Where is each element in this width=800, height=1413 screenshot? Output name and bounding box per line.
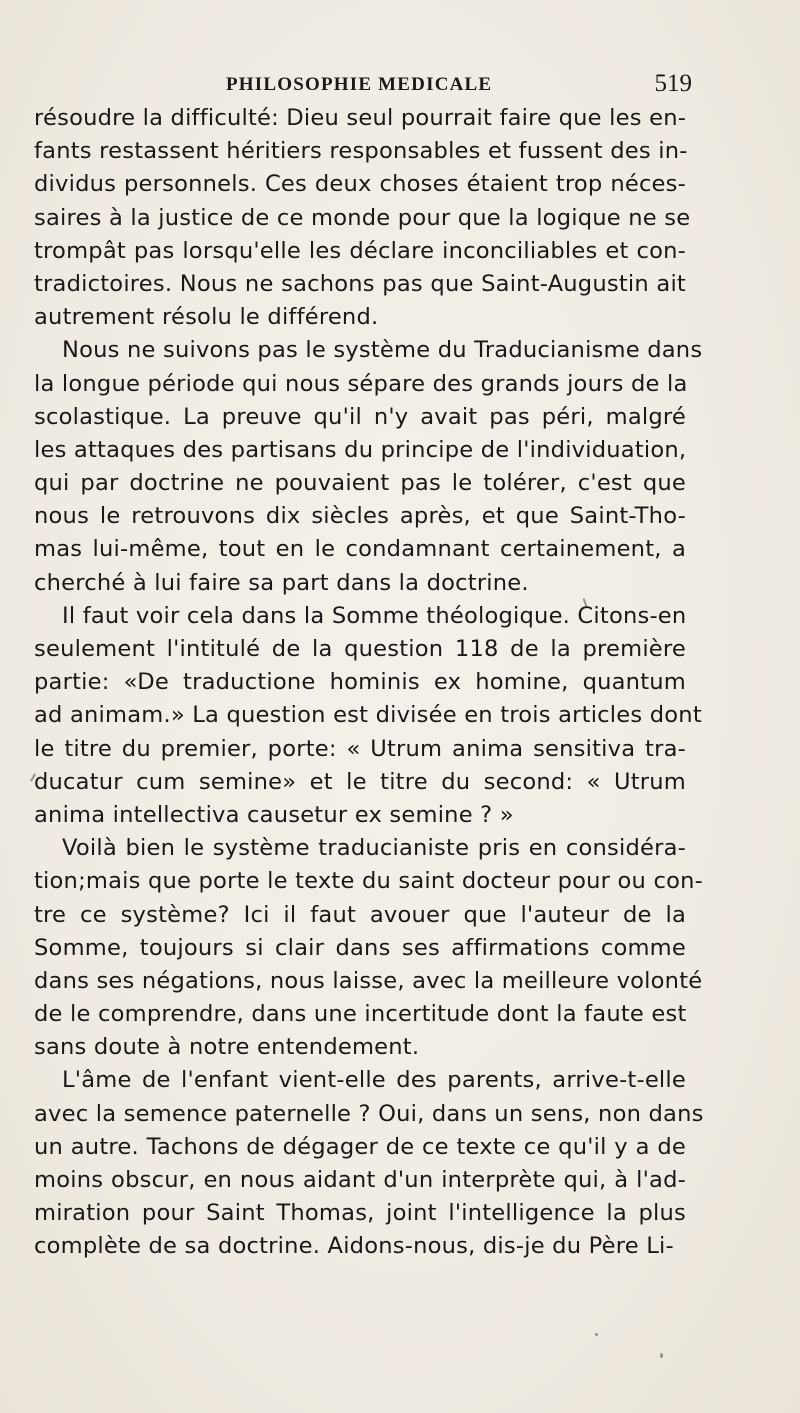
text-line: mas lui-même, tout en le condamnant certainement, a: [34, 536, 686, 563]
text-line: moins obscur, en nous aidant d'un interprète qui, à l'ad-: [34, 1167, 686, 1193]
text-line: seulement l'intitulé de la question 118 de la première: [34, 636, 686, 662]
text-line: qui par doctrine ne pouvaient pas le tolérer, c'est que: [34, 470, 686, 497]
text-line: anima intellectiva causetur ex semine ? »: [34, 801, 514, 828]
text-line: le titre du premier, porte: « Utrum anima sensitiva tra-: [34, 735, 686, 762]
text-line: saires à la justice de ce monde pour que la logique ne se: [34, 204, 691, 231]
text-line: la longue période qui nous sépare des grands jours de la: [34, 370, 688, 397]
text-line: Il faut voir cela dans la Somme théologique. Citons-en: [62, 602, 687, 629]
print-speck: [660, 1353, 663, 1358]
text-line: un autre. Tachons de dégager de ce texte ce qu'il y a de: [34, 1133, 686, 1160]
text-line: dividus personnels. Ces deux choses étaient trop néces-: [34, 171, 686, 198]
print-speck: [595, 1333, 598, 1336]
text-line: partie: «De traductione hominis ex homine, quantum: [34, 669, 686, 696]
text-line: Somme, toujours si clair dans ses affirmations comme: [34, 934, 686, 961]
paragraph: [34, 334, 703, 600]
text-line: autrement résolu le différend.: [34, 304, 379, 331]
text-line: Nous ne suivons pas le système du Traducianisme dans: [62, 337, 703, 364]
text-line: fants restassent héritiers responsables et fussent des in-: [34, 138, 688, 165]
text-line: scolastique. La preuve qu'il n'y avait pas péri, malgré: [34, 403, 686, 430]
text-line: sans doute à notre entendement.: [34, 1034, 420, 1061]
paragraph: [34, 1064, 704, 1263]
text-line: les attaques des partisans du principe de l'individuation,: [34, 436, 687, 463]
text-line: Voilà bien le système traducianiste pris en considéra-: [62, 835, 686, 862]
text-line: miration pour Saint Thomas, joint l'intelligence la plus: [34, 1200, 686, 1227]
paragraph: [34, 102, 691, 334]
text-line: ad animam.» La question est divisée en trois articles dont: [34, 702, 702, 729]
paragraph: [34, 600, 702, 832]
text-line: nous le retrouvons dix siècles après, et que Saint-Tho-: [34, 503, 686, 530]
text-line: de le comprendre, dans une incertitude dont la faute est: [34, 1001, 687, 1028]
text-line: cherché à lui faire sa part dans la doctrine.: [34, 569, 529, 596]
text-line: résoudre la difficulté: Dieu seul pourrait faire que les en-: [34, 105, 687, 131]
text-line: L'âme de l'enfant vient-elle des parents, arrive-t-elle: [62, 1067, 686, 1094]
running-title: PHILOSOPHIE MEDICALE: [226, 74, 493, 95]
text-line: tradictoires. Nous ne sachons pas que Saint-Augustin ait: [34, 270, 686, 297]
text-line: tre ce système? Ici il faut avouer que l'auteur de la: [34, 901, 686, 928]
paragraph: [34, 832, 703, 1064]
text-line: avec la semence paternelle ? Oui, dans un sens, non dans: [34, 1100, 704, 1127]
running-head: [226, 70, 692, 104]
text-line: ducatur cum semine» et le titre du second: « Utrum: [34, 768, 686, 795]
text-line: trompât pas lorsqu'elle les déclare inconciliables et con-: [34, 237, 686, 264]
page-number: 519: [654, 70, 692, 97]
text-line: complète de sa doctrine. Aidons-nous, dis-je du Père Li-: [34, 1233, 674, 1260]
text-line: dans ses négations, nous laisse, avec la meilleure volonté: [34, 967, 703, 994]
text-line: tion;mais que porte le texte du saint docteur pour ou con-: [34, 868, 703, 895]
body-text: [34, 102, 704, 1264]
